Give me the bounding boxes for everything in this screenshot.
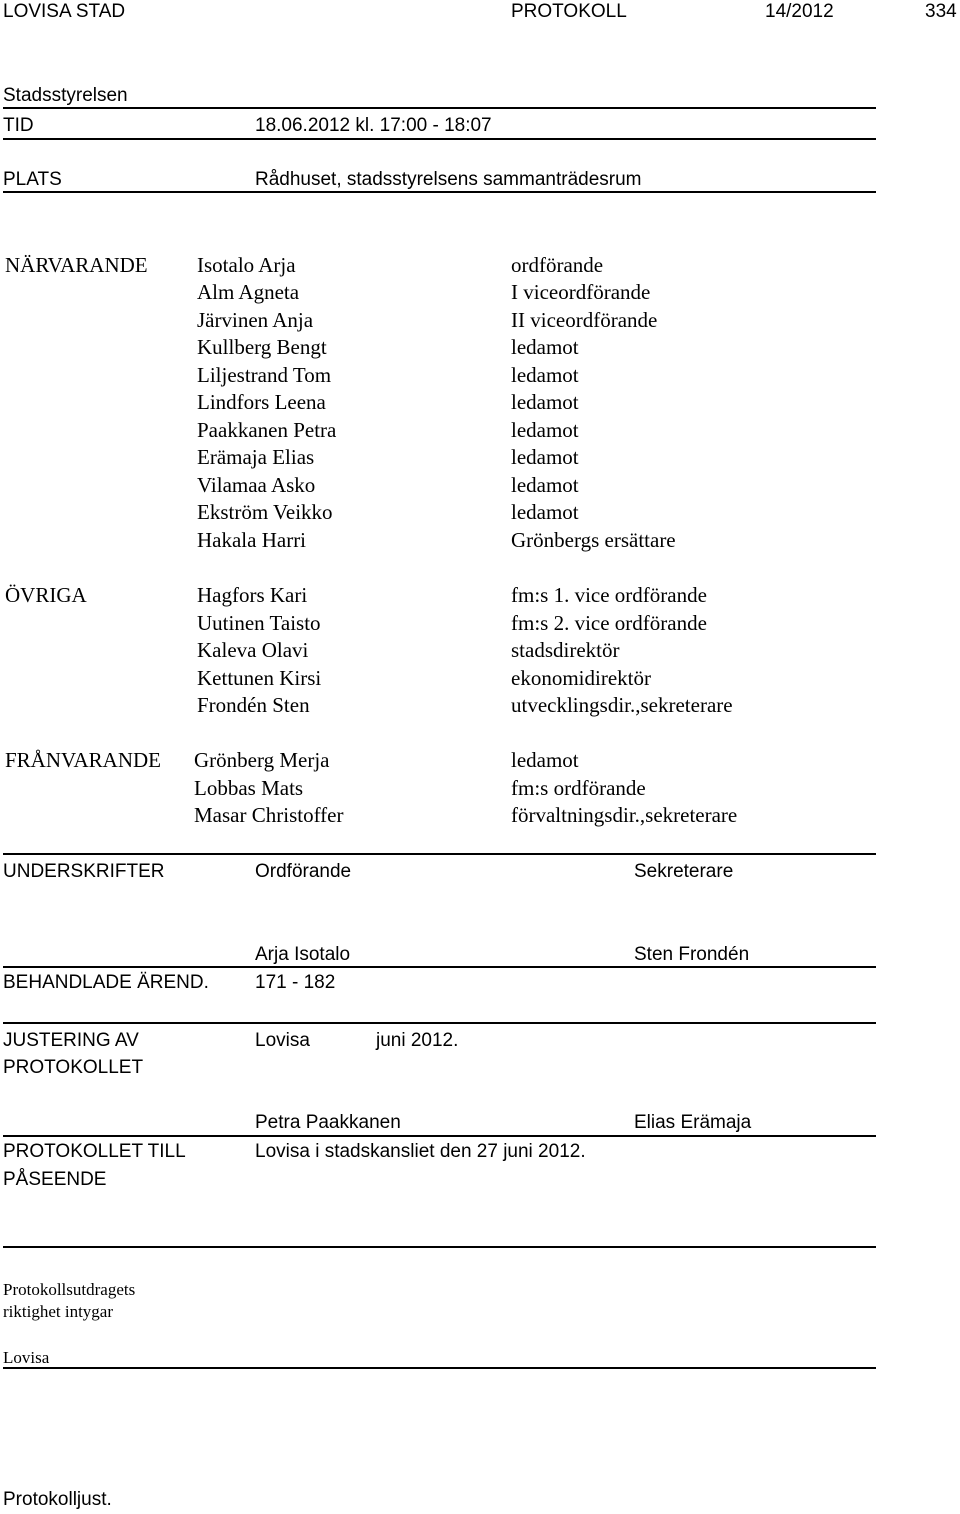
items-label: BEHANDLADE ÄREND. — [3, 972, 209, 993]
member-name: Isotalo Arja — [197, 253, 296, 277]
signatures-label: UNDERSKRIFTER — [3, 861, 165, 882]
member-name: Hagfors Kari — [197, 583, 308, 607]
member-role: ordförande — [511, 253, 604, 277]
member-name: Erämaja Elias — [197, 445, 315, 469]
secretary-title: Sekreterare — [634, 861, 734, 882]
chair-name: Arja Isotalo — [255, 944, 351, 965]
present-label: NÄRVARANDE — [5, 253, 148, 277]
divider — [3, 1367, 876, 1369]
member-name: Ekström Veikko — [197, 500, 333, 524]
member-name: Paakkanen Petra — [197, 418, 337, 442]
member-name: Kettunen Kirsi — [197, 666, 322, 690]
review-label-line1: JUSTERING AV — [3, 1030, 139, 1051]
member-role: ledamot — [511, 335, 579, 359]
footer-note: Protokolljust. — [3, 1489, 112, 1510]
member-role: ledamot — [511, 418, 579, 442]
absent-label: FRÅNVARANDE — [5, 748, 161, 772]
others-label: ÖVRIGA — [5, 583, 87, 607]
review-date: juni 2012. — [376, 1030, 459, 1051]
member-role: utvecklingsdir.,sekreterare — [511, 693, 733, 717]
member-role: ledamot — [511, 473, 579, 497]
divider — [3, 1022, 876, 1024]
member-role: fm:s 1. vice ordförande — [511, 583, 707, 607]
place-value: Rådhuset, stadsstyrelsens sammanträdesrum — [255, 169, 642, 190]
review-label-line2: PROTOKOLLET — [3, 1057, 144, 1078]
display-label-line1: PROTOKOLLET TILL — [3, 1141, 186, 1162]
member-role: ledamot — [511, 500, 579, 524]
member-name: Lobbas Mats — [194, 776, 304, 800]
header-number: 14/2012 — [765, 1, 834, 22]
member-role: I viceordförande — [511, 280, 651, 304]
member-name: Vilamaa Asko — [197, 473, 316, 497]
secretary-name: Sten Frondén — [634, 944, 750, 965]
items-value: 171 - 182 — [255, 972, 336, 993]
member-role: förvaltningsdir.,sekreterare — [511, 803, 738, 827]
divider — [3, 138, 876, 140]
meeting-body: Stadsstyrelsen — [3, 85, 128, 106]
member-name: Hakala Harri — [197, 528, 307, 552]
member-name: Frondén Sten — [197, 693, 310, 717]
member-role: ledamot — [511, 748, 579, 772]
member-name: Masar Christoffer — [194, 803, 344, 827]
member-name: Lindfors Leena — [197, 390, 326, 414]
extract-line2: riktighet intygar — [3, 1302, 114, 1321]
member-role: fm:s 2. vice ordförande — [511, 611, 707, 635]
divider — [3, 191, 876, 193]
member-role: fm:s ordförande — [511, 776, 646, 800]
header-page-number: 334 — [925, 1, 957, 22]
member-name: Liljestrand Tom — [197, 363, 332, 387]
reviewer-1-name: Petra Paakkanen — [255, 1112, 401, 1133]
member-role: II viceordförande — [511, 308, 658, 332]
time-value: 18.06.2012 kl. 17:00 - 18:07 — [255, 115, 492, 136]
display-value: Lovisa i stadskansliet den 27 juni 2012. — [255, 1141, 586, 1162]
member-name: Grönberg Merja — [194, 748, 330, 772]
member-role: ledamot — [511, 445, 579, 469]
extract-line1: Protokollsutdragets — [3, 1280, 136, 1299]
divider — [3, 107, 876, 109]
divider — [3, 1135, 876, 1137]
member-role: ledamot — [511, 390, 579, 414]
member-name: Kullberg Bengt — [197, 335, 327, 359]
divider — [3, 1246, 876, 1248]
extract-place: Lovisa — [3, 1348, 50, 1367]
header-doc-type: PROTOKOLL — [511, 1, 627, 22]
member-name: Kaleva Olavi — [197, 638, 309, 662]
chair-title: Ordförande — [255, 861, 352, 882]
review-place: Lovisa — [255, 1030, 310, 1051]
place-label: PLATS — [3, 169, 62, 190]
member-role: ekonomidirektör — [511, 666, 651, 690]
member-name: Uutinen Taisto — [197, 611, 321, 635]
member-name: Järvinen Anja — [197, 308, 314, 332]
member-role: stadsdirektör — [511, 638, 620, 662]
time-label: TID — [3, 115, 34, 136]
divider — [3, 853, 876, 855]
header-organization: LOVISA STAD — [3, 1, 126, 22]
member-name: Alm Agneta — [197, 280, 300, 304]
display-label-line2: PÅSEENDE — [3, 1169, 107, 1190]
member-role: ledamot — [511, 363, 579, 387]
member-role: Grönbergs ersättare — [511, 528, 676, 552]
reviewer-2-name: Elias Erämaja — [634, 1112, 752, 1133]
divider — [3, 966, 876, 968]
